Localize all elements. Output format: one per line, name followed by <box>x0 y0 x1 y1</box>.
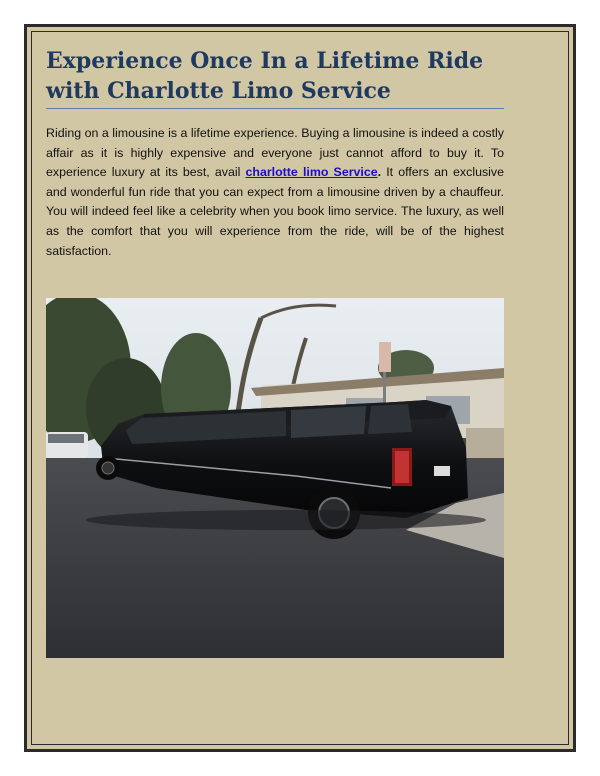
limousine-photo <box>46 298 504 658</box>
paragraph-text-end: It offers an exclusive and wonderful fun ride that you can expect from a limousine driven by a chauffeur. You will indeed feel like a celebrity when you book limo service. The luxury, as well as the comfort that you will experience from the ride, will be of the highest satisfaction. <box>46 165 505 258</box>
title-divider <box>46 108 504 109</box>
limousine-photo-illustration <box>46 298 504 658</box>
article-paragraph <box>46 124 504 261</box>
charlotte-limo-service-link[interactable]: charlotte limo Service <box>245 165 378 180</box>
link-trailing-period: . <box>377 165 382 180</box>
article-title-line2: with Charlotte Limo Service <box>46 78 391 104</box>
paragraph-text-start: Riding on a limousine is a lifetime experience. Buying a limousine is indeed a costly affair as it is highly expensive and everyone just cannot afford to buy it. To experience luxury at its best, avail <box>46 126 504 180</box>
article-title-line1: Experience Once In a Lifetime Ride <box>46 48 484 74</box>
article-title <box>46 46 536 106</box>
